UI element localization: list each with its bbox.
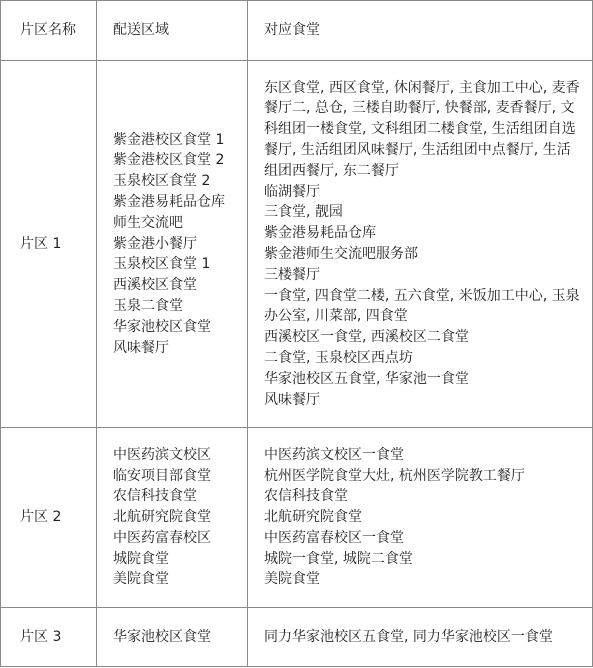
table-row	[1, 428, 593, 608]
header-row	[1, 1, 593, 61]
canteen-line: 紫金港易耗品仓库	[264, 225, 376, 242]
canteen-line: 农信科技食堂	[264, 488, 348, 505]
delivery-area-item: 紫金港小餐厅	[113, 235, 197, 252]
canteen-line: 三楼餐厅	[264, 266, 320, 283]
delivery-area-item: 玉泉校区食堂 1	[113, 256, 211, 273]
delivery-area-item: 玉泉二食堂	[113, 297, 183, 314]
header-zone-name: 片区名称	[1, 1, 97, 61]
delivery-area-item: 紫金港易耗品仓库	[113, 194, 225, 210]
canteen-line: 东区食堂, 西区食堂, 休闲餐厅, 主食加工中心, 麦香	[264, 79, 580, 96]
canteen-line: 办公室, 川菜部, 四食堂	[264, 308, 408, 325]
delivery-area-item: 师生交流吧	[113, 214, 183, 231]
canteens-cell	[248, 61, 593, 428]
table-row	[1, 61, 593, 428]
canteen-line: 风味餐厅	[264, 391, 320, 408]
canteen-line: 餐厅二, 总仓, 三楼自助餐厅, 快餐部, 麦香餐厅, 文	[264, 100, 575, 117]
canteen-line: 美院食堂	[264, 571, 320, 588]
delivery-area-item: 临安项目部食堂	[113, 467, 211, 484]
delivery-area-item: 城院食堂	[113, 550, 169, 567]
delivery-area-item: 风味餐厅	[113, 339, 169, 356]
zone-cell: 片区 3	[1, 608, 97, 667]
canteen-line: 一食堂, 四食堂二楼, 五六食堂, 米饭加工中心, 玉泉	[264, 287, 580, 304]
canteen-line: 紫金港师生交流吧服务部	[264, 246, 418, 262]
delivery-area-cell	[97, 61, 248, 428]
canteen-line: 二食堂, 玉泉校区西点坊	[264, 349, 413, 366]
canteen-line: 组团西餐厅, 东二餐厅	[264, 162, 399, 179]
delivery-area-item: 华家池校区食堂	[113, 318, 211, 335]
canteen-line: 城院一食堂, 城院二食堂	[264, 550, 413, 567]
header-canteens: 对应食堂	[248, 1, 593, 61]
canteens-cell	[248, 428, 593, 608]
canteen-line: 西溪校区一食堂, 西溪校区二食堂	[264, 329, 469, 346]
canteen-line: 同力华家池校区五食堂, 同力华家池校区一食堂	[264, 628, 553, 645]
delivery-area-item: 中医药富春校区	[113, 529, 211, 546]
delivery-area-cell	[97, 608, 248, 667]
canteen-line: 三食堂, 靓园	[264, 204, 343, 221]
zone-cell: 片区 1	[1, 61, 97, 428]
delivery-area-item: 北航研究院食堂	[113, 509, 211, 526]
canteens-cell	[248, 608, 593, 667]
canteen-line: 餐厅, 生活组团风味餐厅, 生活组团中点餐厅, 生活	[264, 142, 571, 159]
delivery-area-item: 紫金港校区食堂 2	[113, 152, 225, 169]
delivery-area-item: 西溪校区食堂	[113, 277, 197, 294]
delivery-area-cell	[97, 428, 248, 608]
delivery-area-item: 玉泉校区食堂 2	[113, 173, 211, 190]
canteen-line: 中医药富春校区一食堂	[264, 529, 404, 546]
delivery-area-item: 紫金港校区食堂 1	[113, 131, 225, 148]
delivery-area-item: 农信科技食堂	[113, 488, 197, 505]
delivery-area-item: 华家池校区食堂	[113, 628, 211, 645]
delivery-area-item: 中医药滨文校区	[113, 446, 211, 463]
header-delivery-area: 配送区域	[97, 1, 248, 61]
canteen-line: 华家池校区五食堂, 华家池一食堂	[264, 370, 469, 387]
canteen-line: 杭州医学院食堂大灶, 杭州医学院教工餐厅	[264, 467, 525, 484]
canteen-line: 北航研究院食堂	[264, 509, 362, 526]
canteen-line: 临湖餐厅	[264, 183, 320, 200]
zone-cell: 片区 2	[1, 428, 97, 608]
canteen-line: 科组团一楼食堂, 文科组团二楼食堂, 生活组团自选	[264, 121, 576, 138]
canteen-line: 中医药滨文校区一食堂	[264, 446, 404, 463]
table-row	[1, 608, 593, 667]
delivery-area-item: 美院食堂	[113, 571, 169, 588]
